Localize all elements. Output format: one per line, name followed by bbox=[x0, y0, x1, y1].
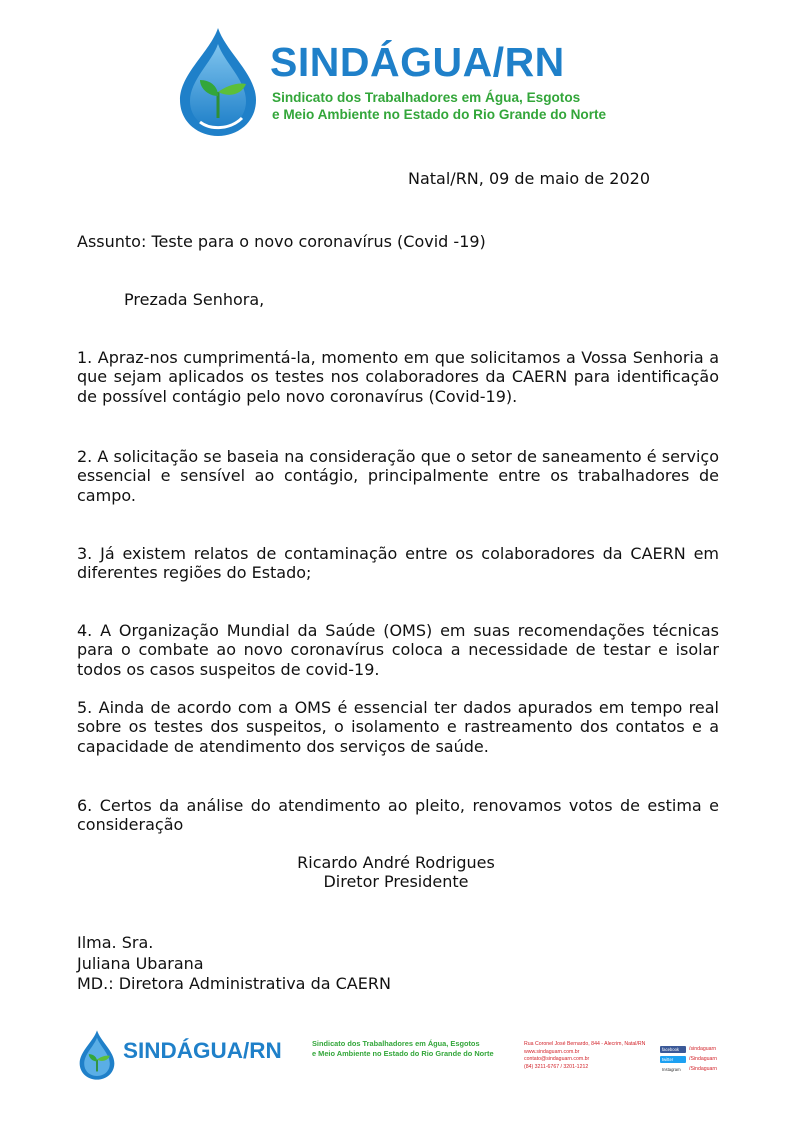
organization-subtitle bbox=[272, 89, 606, 123]
paragraph-5: 5. Ainda de acordo com a OMS é essencial ter dados apurados em tempo real sobre os testes dos suspeitos, o isolamento e rastreamento dos contatos e a capacidade de atendimento dos serviços de saúde. bbox=[77, 698, 719, 756]
organization-name: SINDÁGUA/RN bbox=[270, 39, 565, 85]
social-facebook[interactable] bbox=[660, 1044, 717, 1054]
social-twitter[interactable] bbox=[660, 1054, 717, 1064]
social-handle: /Sindaguarn bbox=[689, 1066, 717, 1072]
paragraph-4: 4. A Organização Mundial da Saúde (OMS) em suas recomendações técnicas para o combate ao novo coronavírus coloca a necessidade de testar e isolar todos os casos suspeitos de covid-19. bbox=[77, 621, 719, 679]
footer-email[interactable]: contato@sindaguarn.com.br bbox=[524, 1056, 590, 1063]
subtitle-line: e Meio Ambiente no Estado do Rio Grande do Norte bbox=[272, 107, 607, 122]
paragraph-2: 2. A solicitação se baseia na consideração que o setor de saneamento é serviço essencial e sensível ao contágio, principalmente entre os trabalhadores de campo. bbox=[77, 447, 719, 505]
footer-website[interactable]: www.sindaguarn.com.br bbox=[524, 1048, 580, 1055]
addressee-salutation: Ilma. Sra. bbox=[77, 933, 154, 952]
water-drop-leaf-logo-icon bbox=[172, 26, 264, 138]
letter-subject: Assunto: Teste para o novo coronavírus (Covid -19) bbox=[77, 232, 486, 251]
instagram-icon: Instagram bbox=[662, 1066, 681, 1072]
footer-organization-subtitle bbox=[312, 1039, 494, 1058]
addressee-role: MD.: Diretora Administrativa da CAERN bbox=[77, 974, 391, 993]
letter-date: Natal/RN, 09 de maio de 2020 bbox=[408, 169, 650, 188]
paragraph-3: 3. Já existem relatos de contaminação entre os colaboradores da CAERN em diferentes regiões do Estado; bbox=[77, 544, 719, 583]
subtitle-line: Sindicato dos Trabalhadores em Água, Esgotos bbox=[272, 90, 581, 105]
footer-address: Rua Coronel José Bernardo, 844 - Alecrim, Natal/RN bbox=[524, 1041, 646, 1047]
footer-subtitle-line: Sindicato dos Trabalhadores em Água, Esgotos bbox=[312, 1039, 480, 1048]
footer-organization-name: SINDÁGUA/RN bbox=[123, 1038, 282, 1063]
social-handle: /sindaguarn bbox=[689, 1046, 717, 1052]
social-handle: /Sindaguarn bbox=[689, 1056, 717, 1062]
signatory-title: Diretor Presidente bbox=[323, 872, 469, 892]
footer-social-links bbox=[660, 1044, 717, 1074]
paragraph-6: 6. Certos da análise do atendimento ao pleito, renovamos votos de estima e consideração bbox=[77, 796, 719, 835]
signature-block bbox=[196, 853, 596, 892]
addressee-block bbox=[77, 933, 391, 995]
signatory-name: Ricardo André Rodrigues bbox=[297, 853, 495, 872]
paragraph-1: 1. Apraz-nos cumprimentá-la, momento em que solicitamos a Vossa Senhoria a que sejam aplicados os testes nos colaboradores da CAERN para identificação de possível contágio pelo novo coronavírus (Covid-19). bbox=[77, 348, 719, 406]
footer-subtitle-line: e Meio Ambiente no Estado do Rio Grande do Norte bbox=[312, 1048, 494, 1058]
water-drop-leaf-logo-icon bbox=[76, 1028, 118, 1082]
footer-phone: (84) 3211-6767 / 3201-1212 bbox=[524, 1063, 589, 1070]
social-instagram[interactable] bbox=[660, 1064, 717, 1074]
twitter-icon: twitter bbox=[660, 1056, 686, 1063]
addressee-name: Juliana Ubarana bbox=[77, 953, 204, 973]
footer-contact bbox=[524, 1041, 645, 1071]
facebook-icon: facebook bbox=[660, 1046, 686, 1053]
letter-greeting: Prezada Senhora, bbox=[124, 290, 265, 309]
